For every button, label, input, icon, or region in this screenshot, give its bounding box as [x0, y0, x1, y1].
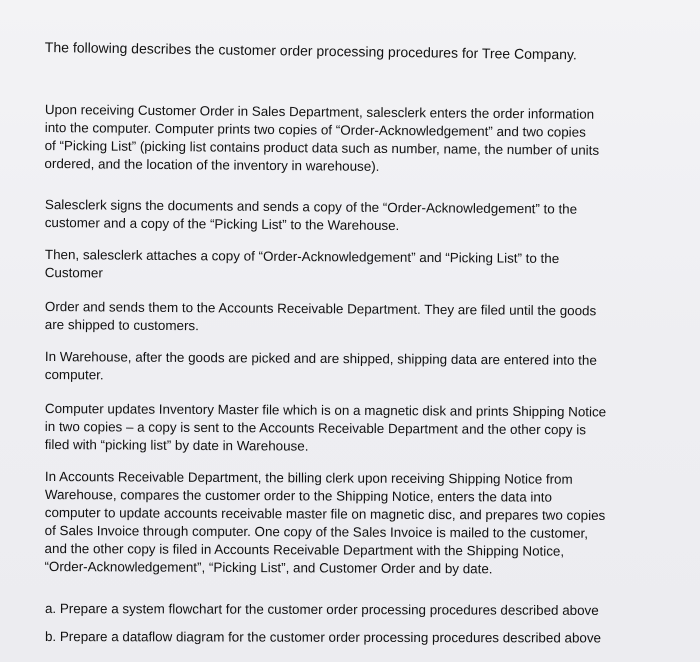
paragraph-billing-clerk: In Accounts Receivable Department, the billing clerk upon receiving Shipping Notice from Warehouse, compares the customer order to the Shipping Notice, enters the data into computer to update accounts receivable master file on magnetic disc, and prepares two copies of Sales Invoice through computer. One copy of the Sales Invoice is mailed to the customer, and the other copy is filed in Accounts Receivable Department with the Shipping Notice, “Order-Acknowledgement”, “Picking List”, and Customer Order and by date.	[44, 469, 606, 577]
question-b: b. Prepare a dataflow diagram for the customer order processing procedures described above	[44, 629, 602, 646]
paragraph-salesclerk-signs: Salesclerk signs the documents and sends a copy of the “Order-Acknowledgement” to the customer and a copy of the “Picking List” to the Warehouse.	[44, 196, 578, 234]
paragraph-warehouse-shipping: In Warehouse, after the goods are picked and are shipped, shipping data are entered into the computer.	[44, 348, 597, 383]
paragraph-order-entry: Upon receiving Customer Order in Sales Department, salesclerk enters the order information into the computer. Computer prints two copies of “Order-Acknowledgement” and two copies of “Picking List” (picking list contains product data such as number, name, the number of units ordered, and the location of the inventory in warehouse).	[44, 101, 600, 174]
paragraph-accounts-receivable-filing: Order and sends them to the Accounts Receivable Department. They are filed until the goods are shipped to customers.	[44, 298, 597, 334]
question-a: a. Prepare a system flowchart for the customer order processing procedures described above	[44, 601, 599, 618]
paragraph-inventory-update: Computer updates Inventory Master file which is on a magnetic disk and prints Shipping Notice in two copies – a copy is sent to the Accounts Receivable Department and the other copy is filed with “picking list” by date in Warehouse.	[44, 400, 607, 454]
document-title: The following describes the customer order processing procedures for Tree Company.	[44, 38, 577, 63]
paragraph-salesclerk-attaches: Then, salesclerk attaches a copy of “Order-Acknowledgement” and “Picking List” to the Customer	[44, 246, 560, 281]
